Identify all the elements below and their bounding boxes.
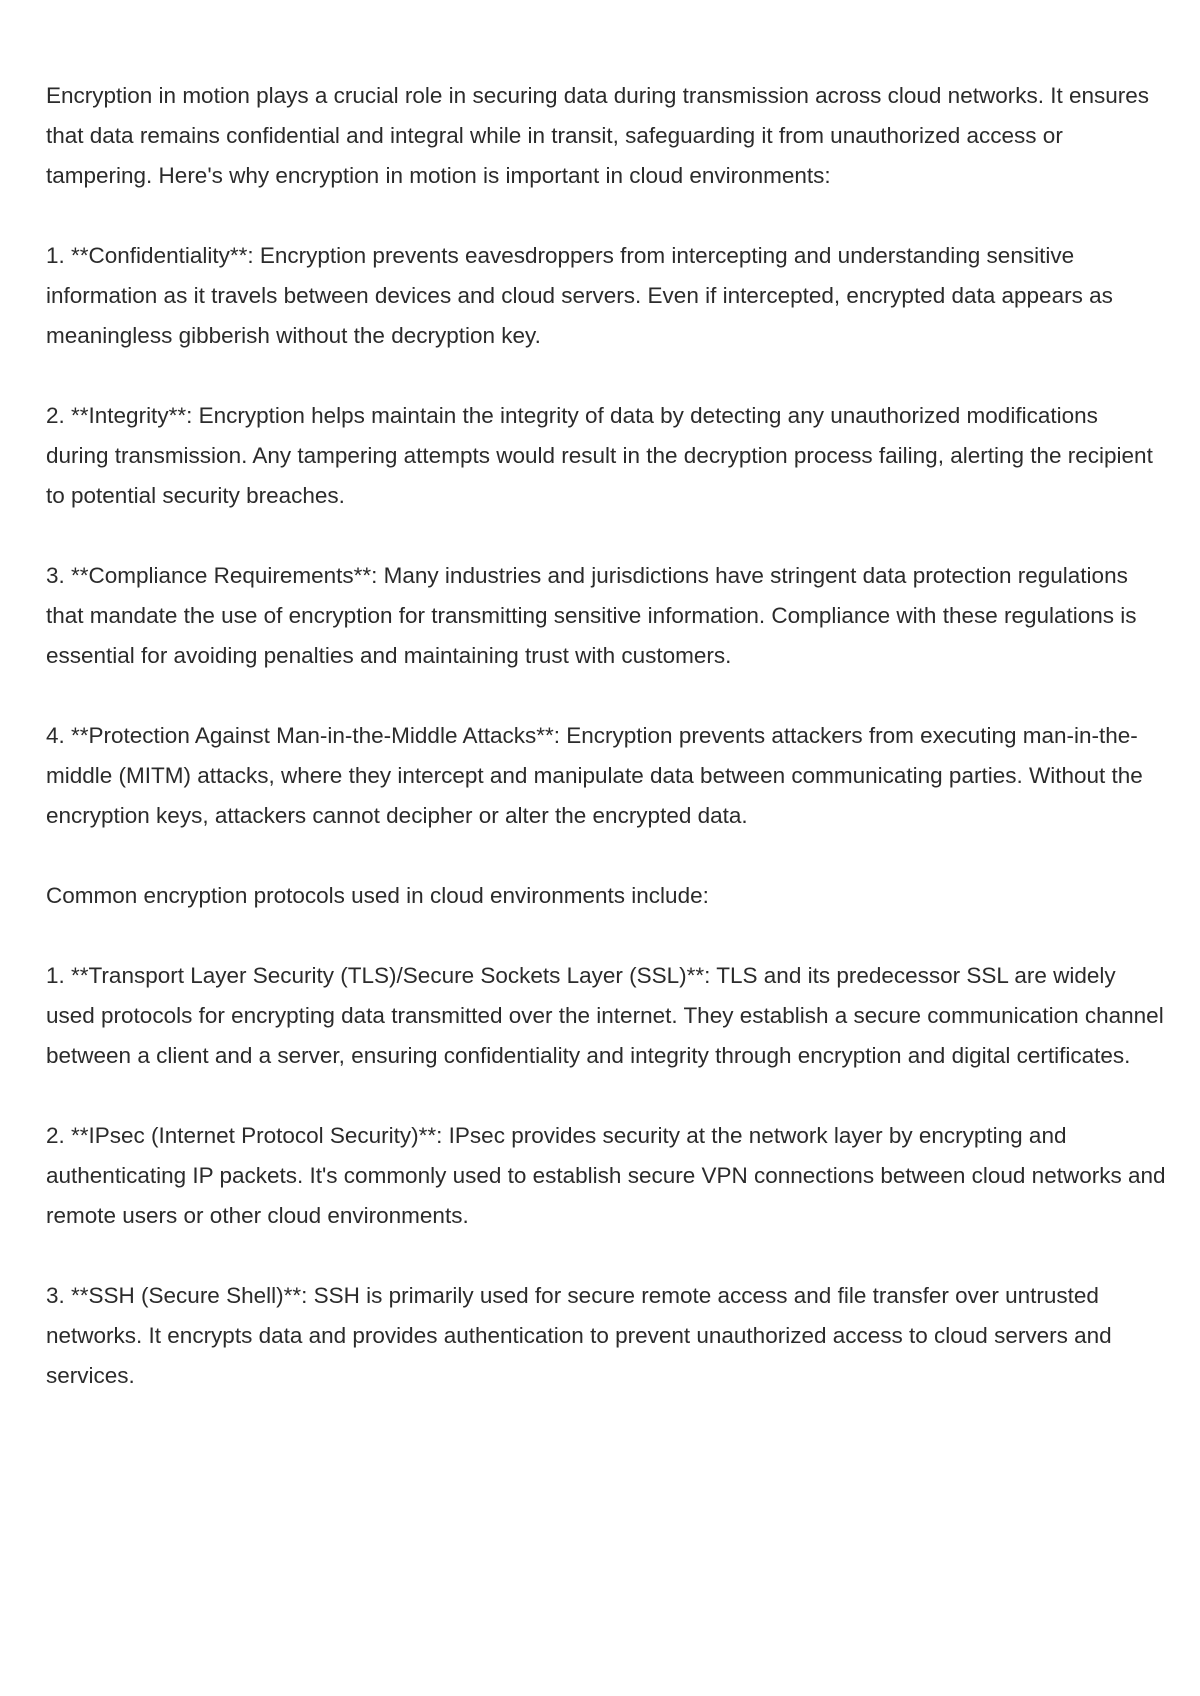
ssh-paragraph: 3. **SSH (Secure Shell)**: SSH is primarily used for secure remote access and file transfer over untrusted networks. It encrypts data and provides authentication to prevent unauthorized access to cloud servers and services.: [46, 1283, 1112, 1388]
tls-ssl-paragraph: 1. **Transport Layer Security (TLS)/Secure Sockets Layer (SSL)**: TLS and its predecessor SSL are widely used protocols for encrypting data transmitted over the internet. They establish a secure communication channel between a client and a server, ensuring confidentiality and integrity through encryption and digital certificates.: [46, 963, 1164, 1068]
integrity-paragraph: 2. **Integrity**: Encryption helps maintain the integrity of data by detecting any unauthorized modifications during transmission. Any tampering attempts would result in the decryption process failing, alerting the recipient to potential security breaches.: [46, 403, 1153, 508]
mitm-paragraph: 4. **Protection Against Man-in-the-Middle Attacks**: Encryption prevents attackers from executing man-in-the-middle (MITM) attacks, where they intercept and manipulate data between communicating parties. Without the encryption keys, attackers cannot decipher or alter the encrypted data.: [46, 723, 1143, 828]
confidentiality-paragraph: 1. **Confidentiality**: Encryption prevents eavesdroppers from intercepting and understanding sensitive information as it travels between devices and cloud servers. Even if intercepted, encrypted data appears as meaningless gibberish without the decryption key.: [46, 243, 1113, 348]
document-body: [46, 76, 1166, 1436]
intro-paragraph: Encryption in motion plays a crucial role in securing data during transmission across cloud networks. It ensures that data remains confidential and integral while in transit, safeguarding it from unauthorized access or tampering. Here's why encryption in motion is important in cloud environments:: [46, 83, 1150, 188]
protocols-intro-paragraph: Common encryption protocols used in cloud environments include:: [46, 883, 709, 908]
ipsec-paragraph: 2. **IPsec (Internet Protocol Security)**: IPsec provides security at the network layer by encrypting and authenticating IP packets. It's commonly used to establish secure VPN connections between cloud networks and remote users or other cloud environments.: [46, 1123, 1166, 1228]
compliance-paragraph: 3. **Compliance Requirements**: Many industries and jurisdictions have stringent data protection regulations that mandate the use of encryption for transmitting sensitive information. Compliance with these regulations is essential for avoiding penalties and maintaining trust with customers.: [46, 563, 1137, 668]
